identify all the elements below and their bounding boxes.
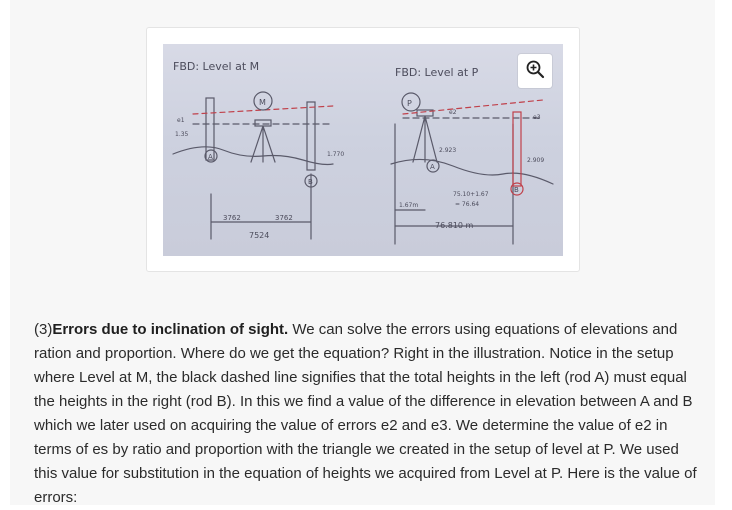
label-dist-left-2: 3762: [275, 214, 293, 222]
left-title: FBD: Level at M: [173, 60, 260, 73]
zoom-in-icon: [525, 59, 545, 84]
rod-b-right: [513, 112, 521, 186]
level-m-instrument: [255, 120, 271, 126]
inclined-sight-right: [403, 100, 543, 114]
right-title: FBD: Level at P: [395, 66, 479, 79]
label-rod-b-right: 2.909: [527, 157, 545, 164]
label-m: M: [259, 98, 266, 107]
label-b-left: B: [308, 178, 313, 186]
section-number: (3): [34, 321, 53, 338]
section-heading: Errors due to inclination of sight.: [52, 321, 289, 338]
label-dist-left-total: 7524: [249, 231, 270, 240]
label-e1: e1: [177, 117, 185, 124]
label-rod-b-left: 1.770: [327, 151, 345, 158]
label-a-left: A: [208, 153, 213, 161]
paragraph-text: We can solve the errors using equations of elevations and ration and proportion. Where do we get the equation? Right in the illustration. Notice in the setup where Level at M, the black dashed line signifies that the total heights in the left (rod A) must equal the heights in the right (rod B). In this we find a value of the difference in elevation between A and B which we later used on acquiring the value of errors e2 and e3. We determine the value of e2 in terms of es by ratio and proportion with the triangle we created in the setup of level at P. We used this value for substitution in the equation of heights we acquired from Level at P. Here is the value of errors:: [34, 321, 697, 506]
label-e2: e2: [449, 109, 457, 116]
zoom-button[interactable]: [518, 54, 552, 88]
article-page: [10, 0, 715, 505]
label-dist-right-small: 1.67m: [399, 202, 419, 209]
sketch-photo: [163, 44, 563, 256]
label-dist-right-sum: = 76.64: [455, 201, 480, 208]
tripod-p: [413, 116, 437, 162]
label-p: P: [407, 99, 412, 108]
hand-sketch: [163, 44, 563, 256]
label-b-right: B: [514, 186, 519, 194]
label-rod-a-right: 2.923: [439, 147, 457, 154]
label-dist-left-1: 3762: [223, 214, 241, 222]
rod-b-left: [307, 102, 315, 170]
dimension-lines-left: [211, 174, 311, 239]
label-dist-right-expr: 75.10+1.67: [453, 191, 489, 198]
label-rod-a-left: 1.35: [175, 131, 189, 138]
figure-container: [146, 27, 580, 272]
article-paragraph: [34, 318, 700, 510]
label-e3: e3: [533, 114, 541, 121]
label-dist-right-total: 76.810 m: [435, 221, 474, 230]
label-a-right: A: [430, 163, 435, 171]
